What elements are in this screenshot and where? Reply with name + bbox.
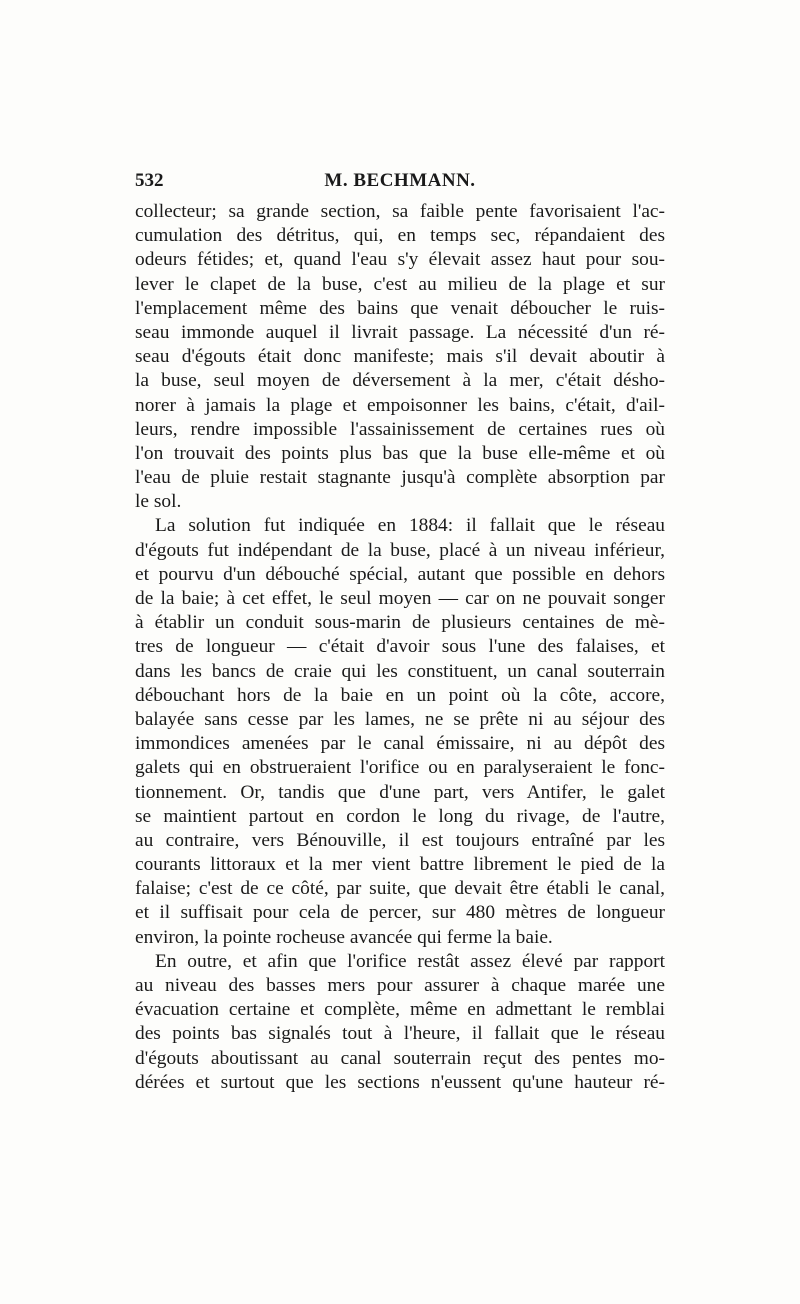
body-text: [135, 200, 665, 1095]
text-line: balayée sans cesse par les lames, ne se prête ni au séjour des: [135, 708, 665, 730]
text-line: au contraire, vers Bénouville, il est toujours entraîné par les: [135, 829, 665, 851]
text-line: cumulation des détritus, qui, en temps sec, répandaient des: [135, 225, 665, 247]
page-number: 532: [135, 170, 164, 191]
text-line: tres de longueur — c'était d'avoir sous l'une des falaises, et: [135, 636, 665, 658]
text-line: d'égouts fut indépendant de la buse, placé à un niveau inférieur,: [135, 539, 665, 561]
text-line: falaise; c'est de ce côté, par suite, que devait être établi le canal,: [135, 878, 665, 900]
text-line: la buse, seul moyen de déversement à la mer, c'était désho-: [135, 370, 665, 392]
text-line: lever le clapet de la buse, c'est au milieu de la plage et sur: [135, 273, 665, 295]
paragraph: [135, 950, 665, 1095]
text-line: odeurs fétides; et, quand l'eau s'y élevait assez haut pour sou-: [135, 249, 665, 271]
text-line: seau immonde auquel il livrait passage. La nécessité d'un ré-: [135, 321, 665, 343]
text-line: dérées et surtout que les sections n'eussent qu'une hauteur ré-: [135, 1071, 665, 1093]
text-line: et pourvu d'un débouché spécial, autant que possible en dehors: [135, 563, 665, 585]
text-line: galets qui en obstrueraient l'orifice ou en paralyseraient le fonc-: [135, 757, 665, 779]
text-line: et il suffisait pour cela de percer, sur 480 mètres de longueur: [135, 902, 665, 924]
text-line: collecteur; sa grande section, sa faible pente favorisaient l'ac-: [135, 201, 665, 222]
page-header: [135, 170, 665, 196]
text-line: norer à jamais la plage et empoisonner les bains, c'était, d'ail-: [135, 394, 665, 416]
text-line: des points bas signalés tout à l'heure, il fallait que le réseau: [135, 1023, 665, 1045]
text-line: seau d'égouts était donc manifeste; mais s'il devait aboutir à: [135, 346, 665, 368]
text-line: au niveau des basses mers pour assurer à chaque marée une: [135, 975, 665, 996]
text-line: environ, la pointe rocheuse avancée qui ferme la baie.: [135, 926, 553, 948]
running-head: M. BECHMANN.: [324, 170, 476, 191]
text-line: immondices amenées par le canal émissaire, ni au dépôt des: [135, 733, 665, 755]
text-line: se maintient partout en cordon le long du rivage, de l'autre,: [135, 805, 665, 827]
paragraph: [135, 200, 665, 514]
paragraph: [135, 514, 665, 949]
text-line: de la baie; à cet effet, le seul moyen — car on ne pouvait songer: [135, 588, 665, 609]
text-line: le sol.: [135, 491, 182, 513]
text-line: débouchant hors de la baie en un point où la côte, accore,: [135, 684, 665, 706]
text-line: courants littoraux et la mer vient battre librement le pied de la: [135, 854, 665, 876]
text-line: l'emplacement même des bains que venait déboucher le ruis-: [135, 297, 665, 319]
text-line: d'égouts aboutissant au canal souterrain reçut des pentes mo-: [135, 1047, 665, 1069]
text-line: tionnement. Or, tandis que d'une part, vers Antifer, le galet: [135, 781, 665, 803]
text-line: La solution fut indiquée en 1884: il fallait que le réseau: [155, 515, 665, 537]
text-line: dans les bancs de craie qui les constituent, un canal souterrain: [135, 660, 665, 682]
text-line: l'eau de pluie restait stagnante jusqu'à complète absorption par: [135, 467, 665, 489]
text-line: l'on trouvait des points plus bas que la buse elle-même et où: [135, 442, 665, 464]
text-line: évacuation certaine et complète, même en admettant le remblai: [135, 999, 665, 1021]
text-line: En outre, et afin que l'orifice restât assez élevé par rapport: [155, 950, 665, 972]
text-line: leurs, rendre impossible l'assainissement de certaines rues où: [135, 418, 665, 440]
text-line: à établir un conduit sous-marin de plusieurs centaines de mè-: [135, 612, 665, 634]
